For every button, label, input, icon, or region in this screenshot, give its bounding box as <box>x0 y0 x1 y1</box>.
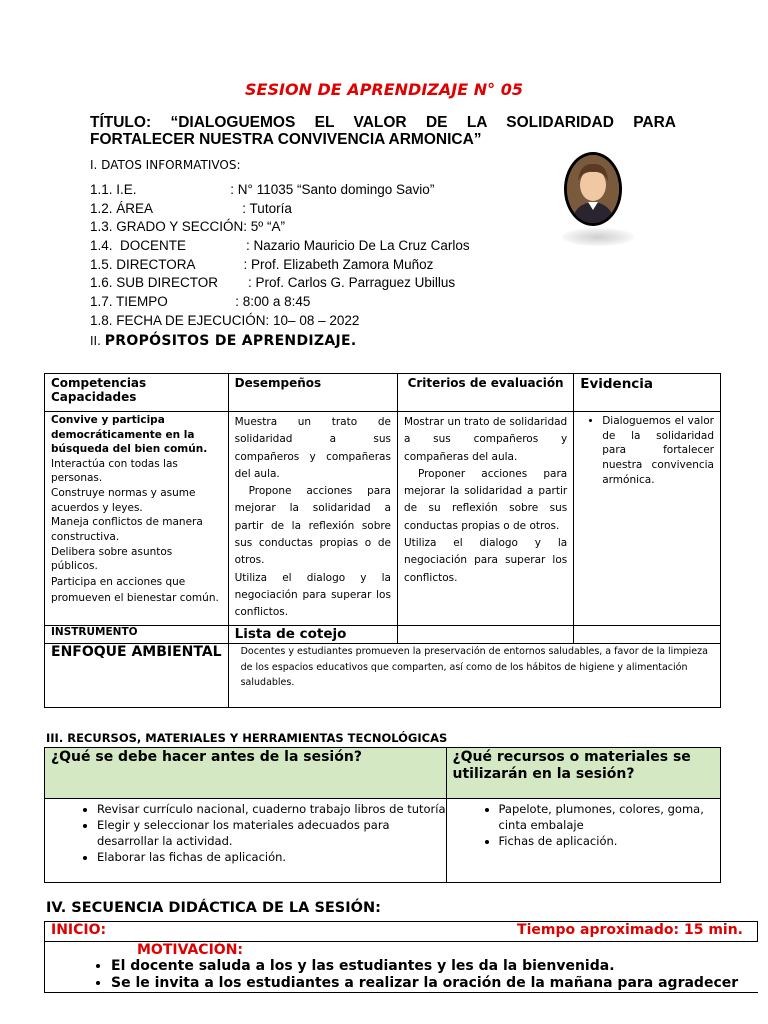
capacidad-item: Interactúa con todas las personas. <box>51 457 178 485</box>
competencias-cell <box>45 412 229 626</box>
header-criterios: Criterios de evaluación <box>397 374 573 412</box>
section-heading-datos: I. DATOS INFORMATIVOS: <box>90 158 241 172</box>
datos-line-grado: 1.3. GRADO Y SECCIÓN: 5º “A” <box>90 219 285 234</box>
section2-title: PROPÓSITOS DE APRENDIZAJE. <box>104 333 357 349</box>
session-title: SESION DE APRENDIZAJE N° 05 <box>245 80 523 99</box>
enfoque-text: Docentes y estudiantes promueven la preservación de entornos saludables, a favor de la limpieza de los espacios educativos que comparten, así como de los hábitos de higiene y alimentación saludables. <box>228 644 720 708</box>
desempeno-item: Utiliza el dialogo y la negociación para superar los conflictos. <box>234 571 391 619</box>
datos-line-subdirector: 1.6. SUB DIRECTOR : Prof. Carlos G. Parraguez Ubillus <box>90 275 456 290</box>
antes-list <box>45 801 446 865</box>
portrait-shadow <box>562 228 634 246</box>
desempeno-item: Muestra un trato de solidaridad a sus compañeros y compañeras del aula. <box>234 416 391 480</box>
header-competencias <box>45 374 229 412</box>
capacidad-item: Participa en acciones que promueven el bienestar común. <box>51 576 219 605</box>
antes-item: • Revisar currículo nacional, cuaderno trabajo libros de tutoría <box>97 801 446 817</box>
propositos-table <box>44 373 721 708</box>
competencia-text: Convive y participa democráticamente en la búsqueda del bien común. <box>51 414 208 455</box>
recursos-list <box>447 801 720 849</box>
instrumento-value: Lista de cotejo <box>228 626 397 644</box>
criterio-item: Utiliza el dialogo y la negociación para superar los conflictos. <box>403 537 568 584</box>
inicio-label: INICIO: <box>51 922 107 938</box>
antes-item: • Elegir y seleccionar los materiales adecuados para desarrollar la actividad. <box>97 817 446 849</box>
criterio-item: Mostrar un trato de solidaridad a sus compañeros y compañeras del aula. <box>403 416 568 463</box>
section2-number: II. <box>90 334 101 348</box>
datos-line-fecha: 1.8. FECHA DE EJECUCIÓN: 10– 08 – 2022 <box>90 313 360 328</box>
inicio-list <box>45 958 758 992</box>
inicio-row <box>45 922 758 942</box>
inicio-item: • Se le invita a los estudiantes a realizar la oración de la mañana para agradecer <box>111 975 758 992</box>
recursos-table <box>44 747 721 883</box>
criterio-item: Proponer acciones para mejorar la solidaridad a partir de su reflexión sobre sus conductas propias o de otros. <box>403 467 568 532</box>
saint-portrait-image <box>564 152 622 226</box>
inicio-item: • El docente saluda a los y las estudiantes y les da la bienvenida. <box>111 958 758 975</box>
recurso-item: • Papelote, plumones, colores, goma, cinta embalaje <box>499 801 720 833</box>
datos-line-ie: 1.1. I.E. : N° 11035 “Santo domingo Savio” <box>90 182 435 197</box>
section-heading-secuencia: IV. SECUENCIA DIDÁCTICA DE LA SESIÓN: <box>46 900 381 916</box>
header-comp-label: Competencias <box>51 376 147 390</box>
tiempo-aproximado: Tiempo aproximado: 15 min. <box>517 922 743 938</box>
session-topic-title: TÍTULO: “DIALOGUEMOS EL VALOR DE LA SOLIDARIDAD PARA FORTALECER NUESTRA CONVIVENCIA ARMONICA” <box>90 114 676 148</box>
antes-cell <box>45 799 447 883</box>
empty-cell <box>397 626 573 644</box>
header-evidencia: Evidencia <box>574 374 721 412</box>
capacidad-item: Delibera sobre asuntos públicos. <box>51 545 173 573</box>
inicio-content <box>45 942 758 993</box>
recurso-item: • Fichas de aplicación. <box>499 833 720 849</box>
evidencia-item: • Dialoguemos el valor de la solidaridad para fortalecer nuestra convivencia armónica. <box>602 414 714 488</box>
capacidad-item: Maneja conflictos de manera constructiva. <box>51 516 203 544</box>
section-heading-recursos: III. RECURSOS, MATERIALES Y HERRAMIENTAS TECNOLÓGICAS <box>46 731 448 745</box>
header-antes: ¿Qué se debe hacer antes de la sesión? <box>45 748 447 799</box>
header-desempenos: Desempeños <box>228 374 397 412</box>
datos-line-tiempo: 1.7. TIEMPO : 8:00 a 8:45 <box>90 294 311 309</box>
datos-line-docente: 1.4. DOCENTE : Nazario Mauricio De La Cruz Carlos <box>90 238 470 253</box>
antes-item: • Elaborar las fichas de aplicación. <box>97 849 446 865</box>
enfoque-label: ENFOQUE AMBIENTAL <box>45 644 229 708</box>
desempenos-cell <box>228 412 397 626</box>
datos-line-directora: 1.5. DIRECTORA : Prof. Elizabeth Zamora Muñoz <box>90 257 434 272</box>
capacidad-item: Construye normas y asume acuerdos y leyes. <box>51 486 196 514</box>
evidencia-list <box>580 414 714 488</box>
section-heading-propositos <box>90 333 356 349</box>
datos-line-area: 1.2. ÁREA : Tutoría <box>90 201 292 216</box>
secuencia-table <box>44 921 758 993</box>
desempeno-item: Propone acciones para mejorar la solidaridad a partir de la reflexión sobre sus conductas propias o de otros. <box>234 485 391 567</box>
criterios-cell <box>397 412 573 626</box>
recursos-cell <box>446 799 720 883</box>
portrait-icon <box>567 155 619 223</box>
header-cap-label: Capacidades <box>51 390 137 404</box>
motivacion-label: MOTIVACIÓN: <box>137 942 244 958</box>
instrumento-label: INSTRUMENTO <box>45 626 229 644</box>
header-recursos: ¿Qué recursos o materiales se utilizarán en la sesión? <box>446 748 720 799</box>
evidencia-cell <box>574 412 721 626</box>
empty-cell <box>574 626 721 644</box>
